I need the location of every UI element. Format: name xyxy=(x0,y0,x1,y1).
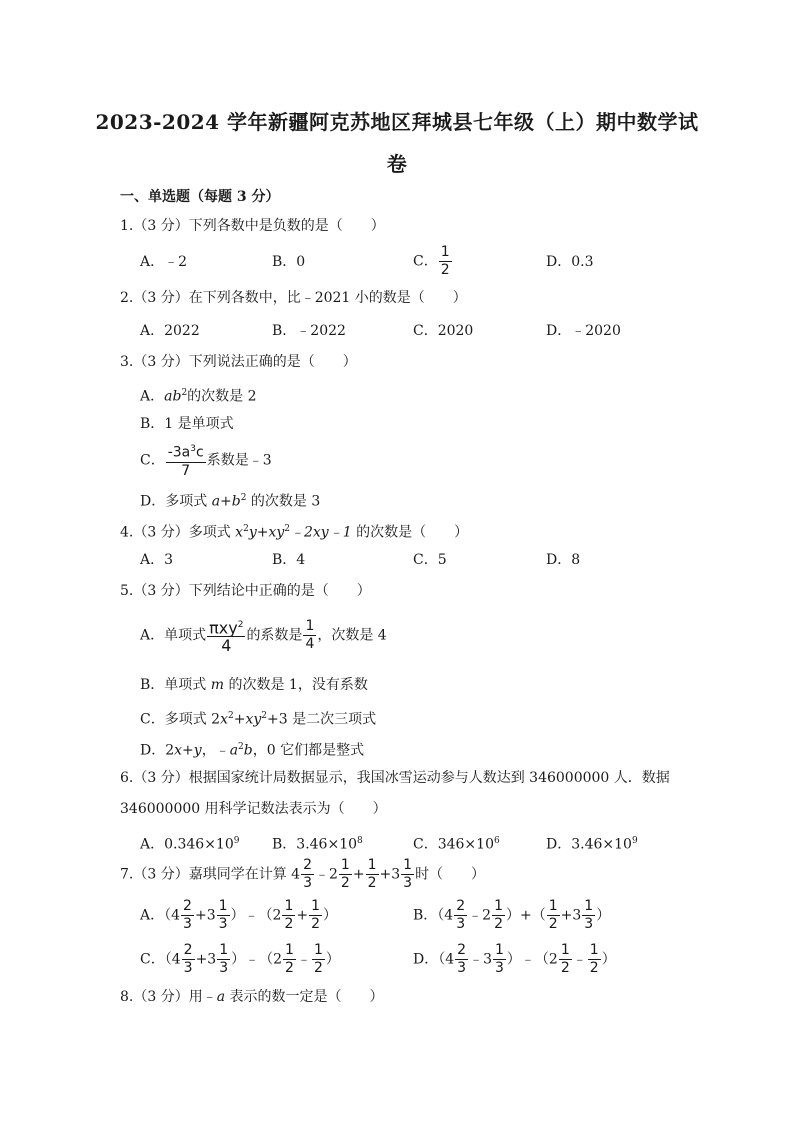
q6-c-text: C．346×10 xyxy=(413,836,494,853)
fraction-denominator: 3 xyxy=(303,875,312,891)
fraction-numerator: 2 xyxy=(457,942,467,958)
numerator-var: c xyxy=(196,444,204,461)
fraction-numerator: 1 xyxy=(218,898,228,914)
q3-d-exp: 2 xyxy=(240,493,247,503)
q5-b-text: 的次数是 1，没有系数 xyxy=(224,677,368,693)
op: ）﹣（2 xyxy=(506,951,558,968)
q6-c-exp: 6 xyxy=(493,836,500,846)
question-1-stem: 1.（3 分）下列各数中是负数的是（ ） xyxy=(120,218,385,234)
question-6-stem-line2: 346000000 用科学记数法表示为（ ） xyxy=(120,801,387,817)
fraction-denominator: 2 xyxy=(285,960,294,976)
q5-c-text: +3 是二次三项式 xyxy=(267,711,377,728)
question-3-stem: 3.（3 分）下列说法正确的是（ ） xyxy=(120,354,357,370)
q2-option-a: A．2022 xyxy=(140,323,200,339)
q6-option-a xyxy=(140,832,239,854)
fraction-denominator: 3 xyxy=(403,875,413,891)
q4-var-x: x xyxy=(235,524,244,541)
fraction-denominator: 3 xyxy=(456,916,466,932)
fraction-denominator: 3 xyxy=(219,960,229,976)
q3-option-a xyxy=(140,384,257,406)
q3-option-c xyxy=(140,441,272,480)
q8-var: a xyxy=(216,989,226,1005)
q7-op-plus3: +3 xyxy=(379,866,401,883)
op: +3 xyxy=(195,951,217,968)
fraction-numerator: 1 xyxy=(403,857,413,873)
fraction-denominator: 2 xyxy=(589,960,599,976)
q5-a-mid: 的系数是 xyxy=(246,627,303,644)
q5-c-var: x xyxy=(220,711,228,728)
q4-rest: ﹣2xy﹣1 xyxy=(290,524,352,541)
fraction xyxy=(559,942,572,977)
fraction-numerator: 2 xyxy=(183,898,192,914)
q6-option-c xyxy=(413,832,500,854)
fraction-denominator: 2 xyxy=(284,916,294,932)
q7-c-label: C． xyxy=(140,951,165,968)
q5-a-text: ，次数是 4 xyxy=(317,627,387,644)
op: （4 xyxy=(164,951,181,968)
q7-d-label: D． xyxy=(413,951,439,968)
q5-d-label: D．2 xyxy=(140,742,175,759)
q5-b-label: B．单项式 xyxy=(140,677,211,693)
q7-frac-1 xyxy=(301,857,314,892)
fraction-numerator: 1 xyxy=(589,942,599,958)
q5-c-exp2: 2 xyxy=(261,711,267,721)
fraction-numerator: 1 xyxy=(367,857,377,873)
fraction-numerator: 2 xyxy=(456,898,466,914)
op: ﹣3 xyxy=(469,951,492,968)
q7-frac-4 xyxy=(401,857,414,892)
q5-option-a xyxy=(140,617,387,654)
q1-option-d: D．0.3 xyxy=(546,254,594,270)
q5-c-mid: +xy xyxy=(233,711,262,728)
fraction xyxy=(547,898,560,933)
q4-option-b: B．4 xyxy=(272,552,306,568)
question-8-stem xyxy=(120,988,384,1006)
section-heading-single-choice: 一、单选题（每题 3 分） xyxy=(120,189,280,205)
q3-option-b: B．1 是单项式 xyxy=(140,416,234,432)
fraction-denominator: 3 xyxy=(457,960,467,976)
fraction-numerator: 1 xyxy=(285,942,294,958)
q7-a-expr: （4 xyxy=(164,907,181,924)
op: ） xyxy=(325,951,340,968)
op: ） xyxy=(596,907,611,924)
q7-b-label: B． xyxy=(413,907,438,924)
numerator-exp: 3 xyxy=(190,444,196,454)
fraction-denominator: 2 xyxy=(548,916,558,932)
fraction-numerator: 1 xyxy=(219,942,229,958)
q2-option-d: D．﹣2020 xyxy=(546,323,621,339)
q1-option-a: A．﹣2 xyxy=(140,254,188,270)
fraction-denominator: 3 xyxy=(183,960,193,976)
fraction-denominator: 4 xyxy=(221,636,232,656)
fraction-numerator: 1 xyxy=(311,898,321,914)
fraction xyxy=(493,942,506,977)
fraction-numerator: 1 xyxy=(340,857,350,873)
q2-option-b: B．﹣2022 xyxy=(272,323,346,339)
op: ﹣ xyxy=(296,951,311,968)
q1-option-c-label: C． xyxy=(413,253,438,270)
fraction-denominator: 2 xyxy=(440,262,450,278)
fraction-numerator: 1 xyxy=(313,942,323,958)
fraction-numerator: 1 xyxy=(548,898,558,914)
q6-a-text: A．0.346×10 xyxy=(140,836,234,853)
q3-a-label: A． xyxy=(140,388,165,405)
q4-stem-pre: 4.（3 分）多项式 xyxy=(120,524,236,541)
q5-c-label: C．多项式 2 xyxy=(140,711,221,728)
op: +3 xyxy=(194,907,216,924)
q6-b-text: B．3.46×10 xyxy=(272,836,358,853)
q5-option-c xyxy=(140,707,376,729)
q7-op-minus: ﹣2 xyxy=(315,866,338,883)
q4-term: y+xy xyxy=(248,524,285,541)
q7-stem-post: 时（ ） xyxy=(415,866,486,883)
q7-op-plus: + xyxy=(352,866,365,883)
fraction-numerator: 1 xyxy=(284,898,294,914)
op: （4 xyxy=(437,907,454,924)
q5-a-label: A．单项式 xyxy=(140,627,207,644)
q6-d-text: D．3.46×10 xyxy=(546,836,632,853)
numerator-base: -3a xyxy=(167,444,191,461)
q6-option-d xyxy=(546,832,638,854)
fraction-denominator: 3 xyxy=(218,916,228,932)
fraction-denominator: 3 xyxy=(495,960,504,976)
fraction xyxy=(283,942,296,977)
exam-title-line2: 卷 xyxy=(386,152,408,176)
fraction-numerator: 2 xyxy=(183,942,193,958)
q3-a-var: ab xyxy=(164,388,182,405)
op: ）+（ xyxy=(505,907,546,924)
q4-option-d: D．8 xyxy=(546,552,581,568)
q6-d-exp: 9 xyxy=(631,836,638,846)
q4-exp-1: 2 xyxy=(243,524,249,534)
fraction xyxy=(309,898,322,933)
q5-option-b xyxy=(140,676,368,694)
q4-stem-post: 的次数是（ ） xyxy=(351,524,469,541)
q3-c-label: C． xyxy=(140,452,165,469)
fraction xyxy=(582,898,595,933)
q5-c-exp1: 2 xyxy=(227,711,234,721)
question-5-stem: 5.（3 分）下列结论中正确的是（ ） xyxy=(120,583,371,599)
q5-d-text: ，0 它们都是整式 xyxy=(252,742,365,759)
q4-exp-2: 2 xyxy=(284,524,290,534)
fraction-numerator: 1 xyxy=(305,618,315,635)
q7-frac-2 xyxy=(339,857,352,892)
q5-d-exp: 2 xyxy=(238,742,244,752)
q7-option-d xyxy=(413,942,616,977)
q7-frac-3 xyxy=(366,857,379,892)
fraction-denominator: 2 xyxy=(560,960,570,976)
q3-d-var: a+b xyxy=(211,493,241,510)
q3-a-exp: 2 xyxy=(181,388,188,398)
fraction-numerator xyxy=(166,441,206,463)
fraction xyxy=(455,942,468,977)
q3-a-text: 的次数是 2 xyxy=(187,388,257,405)
q7-stem-pre: 7.（3 分）嘉琪同学在计算 4 xyxy=(120,866,301,883)
q8-stem-pre: 8.（3 分）用﹣ xyxy=(120,989,217,1005)
fraction xyxy=(282,898,295,933)
q3-d-text: 的次数是 3 xyxy=(246,493,321,510)
fraction-numerator: 2 xyxy=(303,857,312,873)
fraction-numerator: 1 xyxy=(495,942,504,958)
fraction-denominator: 7 xyxy=(181,462,191,479)
question-7-stem xyxy=(120,857,485,892)
op: ）﹣（2 xyxy=(230,907,282,924)
fraction-denominator: 4 xyxy=(305,636,315,653)
numerator-exp: 2 xyxy=(237,620,244,630)
q1-option-b: B．0 xyxy=(272,254,306,270)
q5-option-d xyxy=(140,738,364,760)
q7-option-a xyxy=(140,898,337,933)
question-2-stem: 2.（3 分）在下列各数中，比﹣2021 小的数是（ ） xyxy=(120,290,467,306)
q5-d-var-b: b xyxy=(243,742,253,759)
fraction xyxy=(181,898,194,933)
exam-title-line1: 2023-2024 学年新疆阿克苏地区拜城县七年级（上）期中数学试 xyxy=(95,110,699,134)
q3-c-fraction xyxy=(166,441,206,480)
fraction xyxy=(492,898,505,933)
q5-d-var-a: a xyxy=(229,742,239,759)
q4-option-a: A．3 xyxy=(140,552,174,568)
fraction-denominator: 2 xyxy=(367,875,377,891)
q5-d-var: x+y xyxy=(174,742,202,759)
fraction-numerator: 1 xyxy=(440,244,450,260)
fraction-numerator: 1 xyxy=(494,898,503,914)
q5-a-coef-fraction xyxy=(303,618,316,653)
q8-stem-post: 表示的数一定是（ ） xyxy=(225,989,384,1005)
fraction xyxy=(588,942,601,977)
q4-option-c: C．5 xyxy=(413,552,447,568)
q6-b-exp: 8 xyxy=(357,836,363,846)
op: （4 xyxy=(438,951,455,968)
op: ） xyxy=(323,907,338,924)
op: ）﹣（2 xyxy=(231,951,283,968)
q2-option-c: C．2020 xyxy=(413,323,474,339)
op: ﹣ xyxy=(572,951,587,968)
q5-d-sep: ，﹣ xyxy=(201,742,230,759)
fraction-denominator: 2 xyxy=(313,960,323,976)
q7-option-b xyxy=(413,898,610,933)
fraction xyxy=(217,942,230,977)
fraction-numerator: 1 xyxy=(584,898,594,914)
q3-option-d xyxy=(140,489,320,511)
op: ） xyxy=(601,951,616,968)
fraction xyxy=(182,942,195,977)
op: +3 xyxy=(560,907,582,924)
q6-a-exp: 9 xyxy=(233,836,240,846)
question-4-stem xyxy=(120,520,468,542)
fraction-numerator: 1 xyxy=(560,942,570,958)
fraction-denominator: 2 xyxy=(494,916,503,932)
op: ﹣2 xyxy=(468,907,492,924)
op: + xyxy=(296,907,309,924)
q7-option-c xyxy=(140,942,340,977)
q5-b-var: m xyxy=(210,677,225,693)
q6-option-b xyxy=(272,832,363,854)
q7-a-label: A． xyxy=(140,907,165,924)
fraction-numerator xyxy=(207,617,245,637)
fraction-denominator: 3 xyxy=(584,916,594,932)
fraction-denominator: 2 xyxy=(311,916,321,932)
q5-a-fraction xyxy=(207,617,245,654)
numerator-base: πxy xyxy=(209,618,238,638)
fraction xyxy=(217,898,230,933)
fraction xyxy=(312,942,325,977)
fraction-denominator: 3 xyxy=(183,916,192,932)
question-6-stem-line1: 6.（3 分）根据国家统计局数据显示，我国冰雪运动参与人数达到 346000000 人．数据 xyxy=(120,770,670,786)
q3-d-label: D．多项式 xyxy=(140,493,212,510)
q3-c-text: 系数是﹣3 xyxy=(206,452,272,469)
q1-option-c xyxy=(413,244,453,279)
fraction xyxy=(454,898,467,933)
q1-option-c-fraction xyxy=(439,244,452,279)
fraction-denominator: 2 xyxy=(340,875,350,891)
